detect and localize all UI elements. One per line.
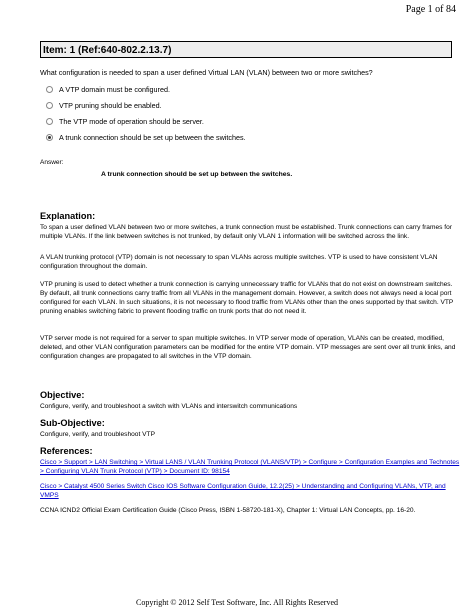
subobjective-text: Configure, verify, and troubleshoot VTP xyxy=(40,431,155,438)
option-4[interactable] xyxy=(46,129,246,145)
answer-label: Answer: xyxy=(40,159,64,166)
radio-button-selected[interactable] xyxy=(46,134,53,141)
answer-options xyxy=(46,81,246,145)
reference-book: CCNA ICND2 Official Exam Certification Guide (Cisco Press, ISBN 1-58720-181-X), Chapter 1: Virtual LAN Concepts, pp. 16-20. xyxy=(40,507,416,514)
explanation-heading: Explanation: xyxy=(40,211,96,221)
option-label: A trunk connection should be set up between the switches. xyxy=(59,132,246,142)
question-text: What configuration is needed to span a user defined Virtual LAN (VLAN) between two or more switches? xyxy=(40,68,373,77)
explanation-paragraph: A VLAN trunking protocol (VTP) domain is not necessary to span VLANs across multiple switches. VTP is used to have consistent VLAN configuration throughout the domain. xyxy=(40,254,438,270)
reference-link[interactable]: Cisco > Catalyst 4500 Series Switch Cisco IOS Software Configuration Guide, 12.2(25) > Understanding and Configuring VLANs, VTP, and VMPS xyxy=(40,483,446,499)
references-heading: References: xyxy=(40,446,93,456)
page-number: Page 1 of 84 xyxy=(405,4,456,15)
radio-button[interactable] xyxy=(46,102,53,109)
explanation-paragraph: To span a user defined VLAN between two or more switches, a trunk connection must be established. Trunk connections can carry frames for multiple VLANs. If the link between switches is not trunked, by default only VLAN 1 information will be switched across the link. xyxy=(40,224,452,240)
option-1[interactable] xyxy=(46,81,246,97)
answer-text: A trunk connection should be set up between the switches. xyxy=(101,171,293,178)
explanation-paragraph: VTP server mode is not required for a server to span multiple switches. In VTP server mode of operation, VLANs can be created, modified, deleted, and other VLAN configuration parameters can be modified for the entire VTP domain. VTP messages are sent over all trunk links, and configuration changes are propagated to all switches in the VTP domain. xyxy=(40,335,456,360)
objective-text: Configure, verify, and troubleshoot a switch with VLANs and interswitch communications xyxy=(40,403,298,410)
option-label: VTP pruning should be enabled. xyxy=(59,100,162,110)
radio-button[interactable] xyxy=(46,86,53,93)
option-2[interactable] xyxy=(46,97,246,113)
objective-heading: Objective: xyxy=(40,390,85,400)
explanation-paragraph: VTP pruning is used to detect whether a trunk connection is carrying unnecessary traffic for VLANs that do not exist on downstream switches. By default, all trunk connections carry traffic from all VLANs in the management domain. However, a switch does not always need a local port configured for each VLAN. In such situations, it is not necessary to flood traffic from VLANs other than the ones supported by that switch. VTP pruning enables switching fabric to prevent flooding traffic on trunk ports that do not need it. xyxy=(40,281,454,315)
option-label: A VTP domain must be configured. xyxy=(59,84,170,94)
item-heading: Item: 1 (Ref:640-802.2.13.7) xyxy=(40,41,452,58)
copyright-footer: Copyright © 2012 Self Test Software, Inc. All Rights Reserved xyxy=(135,598,338,607)
radio-button[interactable] xyxy=(46,118,53,125)
reference-link[interactable]: Cisco > Support > LAN Switching > Virtual LANS / VLAN Trunking Protocol (VLANS/VTP) > Configure > Configuration Examples and Technotes > Configuring VLAN Trunk Protocol (VTP) > Document ID: 98154 xyxy=(40,459,460,475)
option-label: The VTP mode of operation should be server. xyxy=(59,116,204,126)
subobjective-heading: Sub-Objective: xyxy=(40,418,105,428)
option-3[interactable] xyxy=(46,113,246,129)
